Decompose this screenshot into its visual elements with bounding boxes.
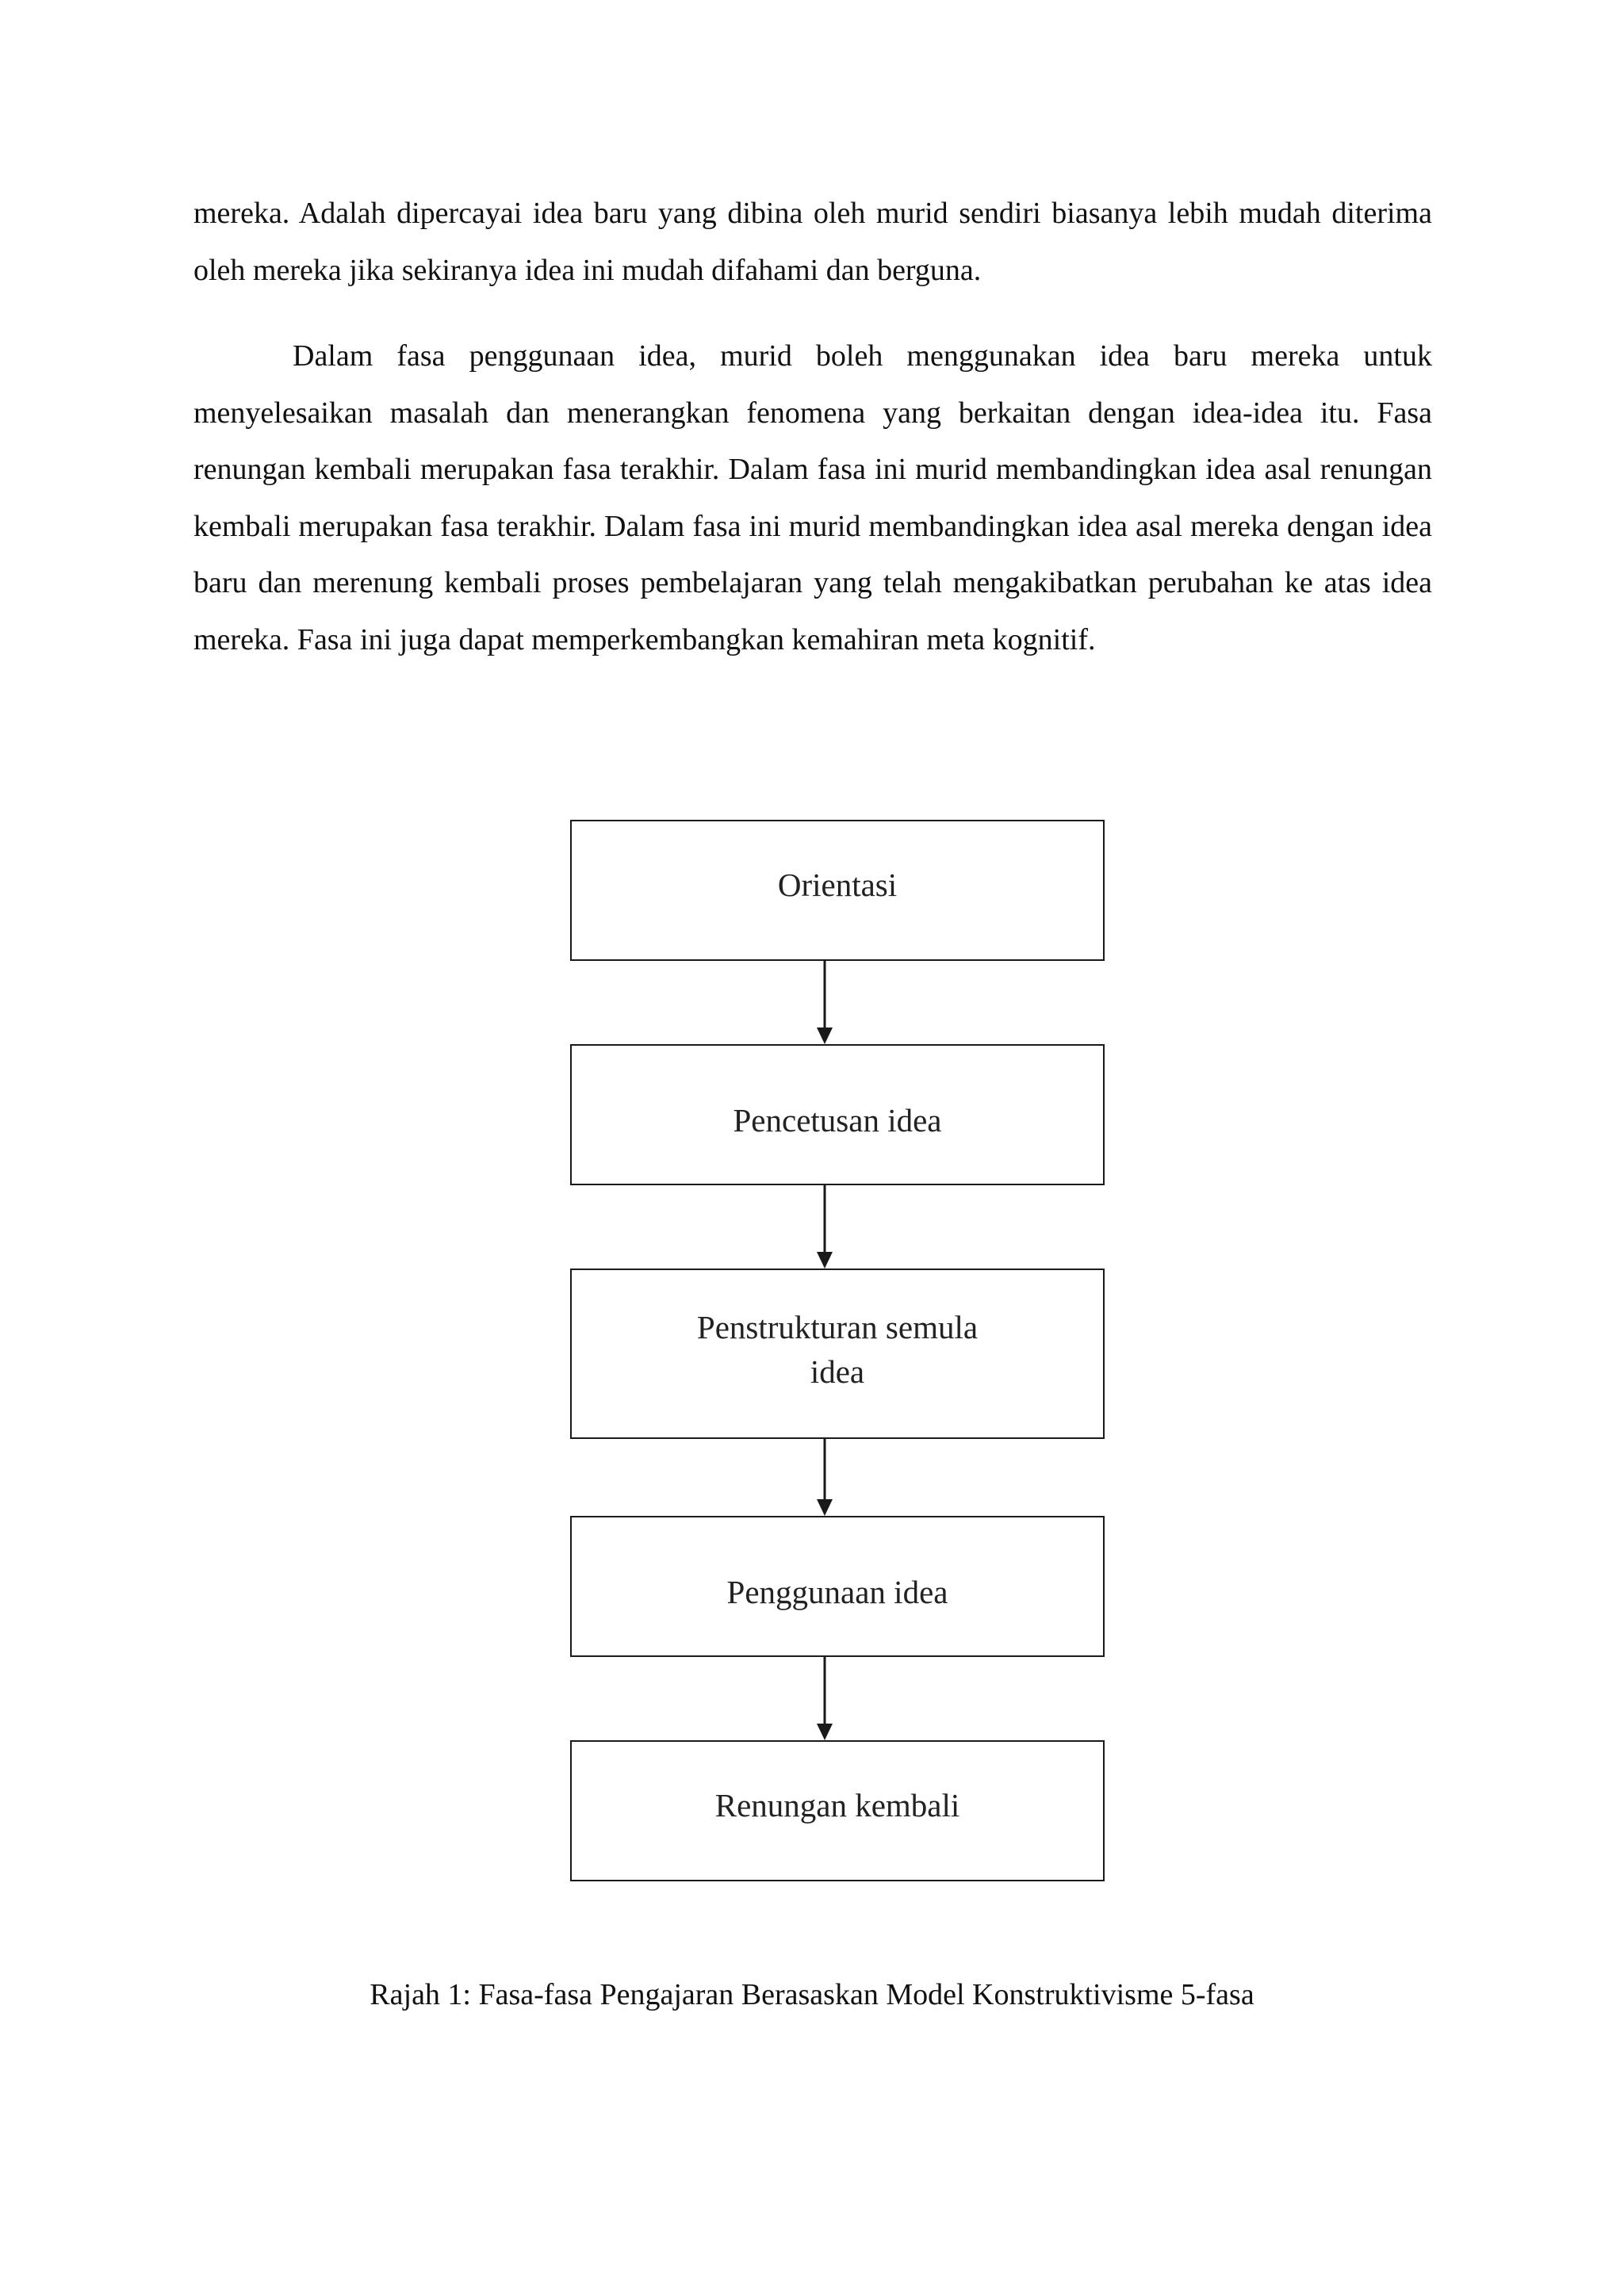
flow-step-label: Pencetusan idea — [733, 1102, 942, 1138]
flow-step-pencetusan-idea — [570, 1044, 1105, 1185]
figure-caption: Rajah 1: Fasa-fasa Pengajaran Berasaskan Model Konstruktivisme 5-fasa — [370, 1978, 1254, 2011]
body-paragraph-2: Dalam fasa penggunaan idea, murid boleh menggunakan idea baru mereka untuk menyelesaikan masalah dan menerangkan fenomena yang berkaitan dengan idea-idea itu. Fasa renungan kembali merupakan fasa terakhir. Dalam fasa ini murid membandingkan idea asal renungan kembali merupakan fasa terakhir. Dalam fasa ini murid membandingkan idea asal mereka dengan idea baru dan merenung kembali proses pembelajaran yang telah mengakibatkan perubahan ke atas idea mereka. Fasa ini juga dapat memperkembangkan kemahiran meta kognitif. — [193, 339, 1432, 656]
flow-step-penstrukturan-semula-idea — [570, 1269, 1105, 1439]
body-paragraph-1: mereka. Adalah dipercayai idea baru yang dibina oleh murid sendiri biasanya lebih mudah diterima oleh mereka jika sekiranya idea ini mudah difahami dan berguna. — [193, 197, 1432, 287]
flow-step-label: Orientasi — [777, 867, 898, 903]
flow-step-label: Penggunaan idea — [726, 1574, 948, 1610]
flow-step-orientasi — [570, 820, 1105, 961]
arrow-orientasi-to-pencetusan — [817, 961, 833, 1044]
flow-step-label-line-1: Penstrukturan semula — [696, 1309, 979, 1345]
arrow-pencetusan-to-penstrukturan — [817, 1185, 833, 1269]
flow-step-label-multiline — [572, 1305, 1103, 1394]
flow-step-penggunaan-idea — [570, 1516, 1105, 1657]
flow-step-renungan-kembali — [570, 1740, 1105, 1881]
flow-step-label: Renungan kembali — [714, 1787, 960, 1823]
flow-step-label-line-2: idea — [810, 1353, 865, 1390]
arrow-penggunaan-to-renungan — [817, 1657, 833, 1740]
arrow-penstrukturan-to-penggunaan — [817, 1439, 833, 1516]
